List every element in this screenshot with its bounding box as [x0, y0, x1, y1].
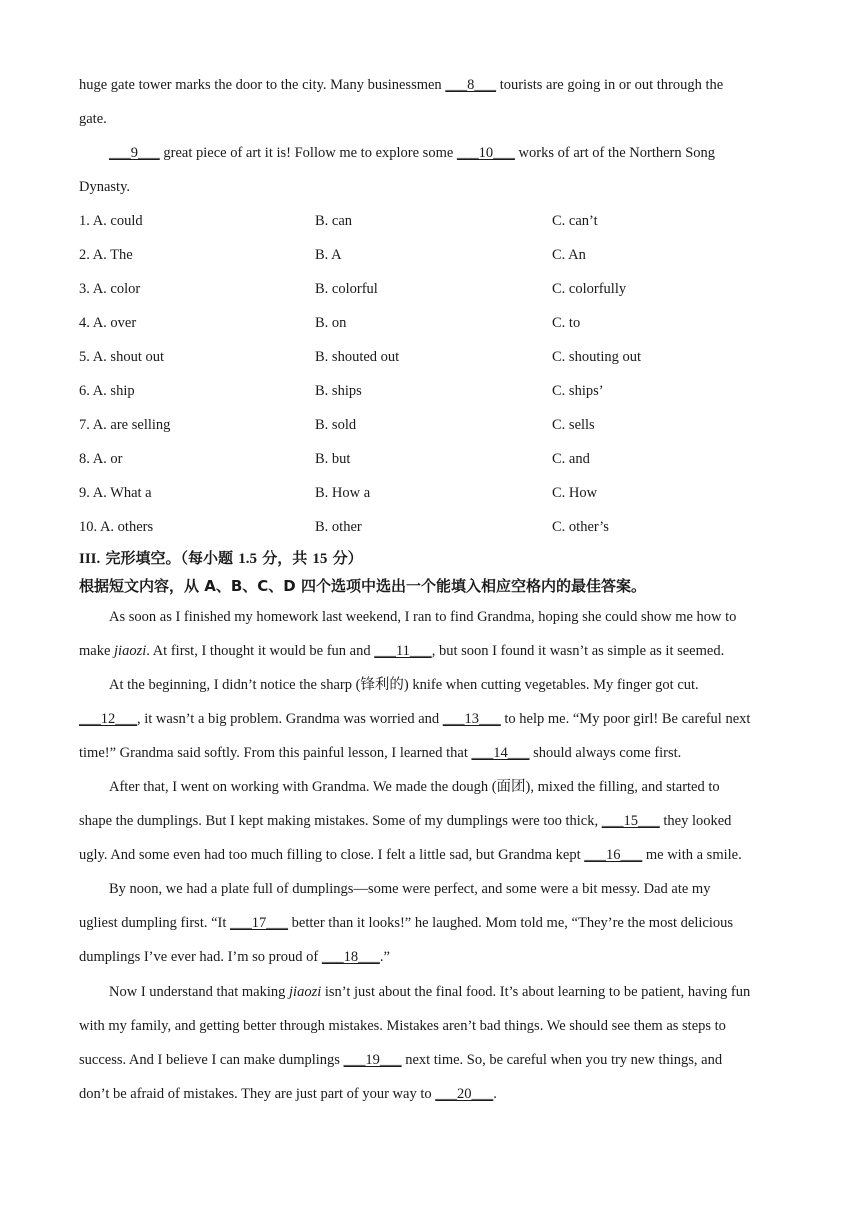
blank-8: ___8___ [445, 77, 497, 93]
passage-line: ___12___, it wasn’t a big problem. Grandma was worried and ___13___ to help me. “My poor girl! Be careful next [79, 711, 751, 727]
option-b: B. colorful [315, 281, 378, 297]
option-a: 8. A. or [79, 451, 123, 467]
passage-line: Now I understand that making jiaozi isn’t just about the final food. It’s about learning to be patient, having fun [109, 984, 751, 1000]
option-a: 1. A. could [79, 213, 143, 229]
passage-line: ___9___ great piece of art it is! Follow me to explore some ___10___ works of art of the Northern Song [109, 145, 716, 161]
option-b: B. A [315, 247, 342, 263]
passage-line: don’t be afraid of mistakes. They are just part of your way to ___20___. [79, 1086, 497, 1102]
blank-16: ___16___ [584, 847, 643, 863]
option-b: B. but [315, 451, 351, 467]
blank-12: ___12___ [79, 711, 137, 727]
option-row [79, 245, 791, 265]
passage-line: Dynasty. [79, 179, 131, 195]
option-c: C. other’s [552, 519, 609, 535]
option-b: B. ships [315, 383, 362, 399]
option-b: B. can [315, 213, 353, 229]
option-b: B. other [315, 519, 362, 535]
passage-line: After that, I went on working with Grandma. We made the dough (面团), mixed the filling, and started to [109, 779, 720, 795]
option-c: C. An [552, 247, 586, 263]
option-row [79, 211, 791, 231]
option-c: C. colorfully [552, 281, 627, 297]
passage-line: shape the dumplings. But I kept making mistakes. Some of my dumplings were too thick, ___15___ they looked [79, 813, 732, 829]
option-b: B. sold [315, 417, 357, 433]
passage-line: make jiaozi. At first, I thought it would be fun and ___11___, but soon I found it wasn’t as simple as it seemed. [79, 643, 725, 659]
blank-11: ___11___ [374, 643, 432, 659]
option-row [79, 483, 791, 503]
option-b: B. How a [315, 485, 371, 501]
passage-line: By noon, we had a plate full of dumplings—some were perfect, and some were a bit messy. Dad ate my [109, 881, 711, 897]
option-row [79, 347, 791, 367]
option-b: B. shouted out [315, 349, 400, 365]
option-c: C. shouting out [552, 349, 642, 365]
option-row [79, 279, 791, 299]
passage-line: gate. [79, 111, 107, 127]
option-c: C. and [552, 451, 590, 467]
option-row [79, 415, 791, 435]
option-a: 2. A. The [79, 247, 133, 263]
option-c: C. sells [552, 417, 595, 433]
option-c: C. How [552, 485, 598, 501]
passage-line: As soon as I finished my homework last weekend, I ran to find Grandma, hoping she could show me how to [109, 609, 737, 625]
blank-15: ___15___ [601, 813, 660, 829]
passage-line: ugliest dumpling first. “It ___17___ better than it looks!” he laughed. Mom told me, “They’re the most delicious [79, 915, 733, 931]
blank-18: ___18___ [321, 949, 380, 965]
option-row [79, 517, 791, 537]
blank-13: ___13___ [442, 711, 501, 727]
option-a: 10. A. others [79, 519, 154, 535]
option-a: 6. A. ship [79, 383, 135, 399]
blank-19: ___19___ [343, 1052, 402, 1068]
option-c: C. to [552, 315, 581, 331]
passage-line: dumplings I’ve ever had. I’m so proud of ___18___.” [79, 949, 390, 965]
option-a: 4. A. over [79, 315, 137, 331]
section-instructions: 根据短文内容，从 A、B、C、D 四个选项中选出一个能填入相应空格内的最佳答案。 [79, 577, 646, 595]
blank-17: ___17___ [230, 915, 289, 931]
option-a: 5. A. shout out [79, 349, 164, 365]
passage-line: time!” Grandma said softly. From this painful lesson, I learned that ___14___ should always come first. [79, 745, 682, 761]
option-c: C. ships’ [552, 383, 604, 399]
option-row [79, 449, 791, 469]
blank-14: ___14___ [471, 745, 530, 761]
option-a: 7. A. are selling [79, 417, 171, 433]
section-title: III. 完形填空。（每小题 1.5 分，共 15 分） [79, 549, 363, 567]
passage-line: At the beginning, I didn’t notice the sharp (锋利的) knife when cutting vegetables. My finger got cut. [109, 677, 699, 693]
option-a: 9. A. What a [79, 485, 152, 501]
option-row [79, 381, 791, 401]
blank-20: ___20___ [435, 1086, 494, 1102]
passage-line: ugly. And some even had too much filling to close. I felt a little sad, but Grandma kept ___16___ me with a smile. [79, 847, 742, 863]
passage-line: success. And I believe I can make dumplings ___19___ next time. So, be careful when you try new things, and [79, 1052, 723, 1068]
option-b: B. on [315, 315, 347, 331]
blank-9: ___9___ [109, 145, 160, 161]
passage-line: with my family, and getting better through mistakes. Mistakes aren’t bad things. We should see them as steps to [79, 1018, 726, 1034]
option-row [79, 313, 791, 333]
blank-10: ___10___ [456, 145, 515, 161]
option-c: C. can’t [552, 213, 598, 229]
passage-line: huge gate tower marks the door to the city. Many businessmen ___8___ tourists are going in or out through the [79, 77, 724, 93]
option-a: 3. A. color [79, 281, 141, 297]
